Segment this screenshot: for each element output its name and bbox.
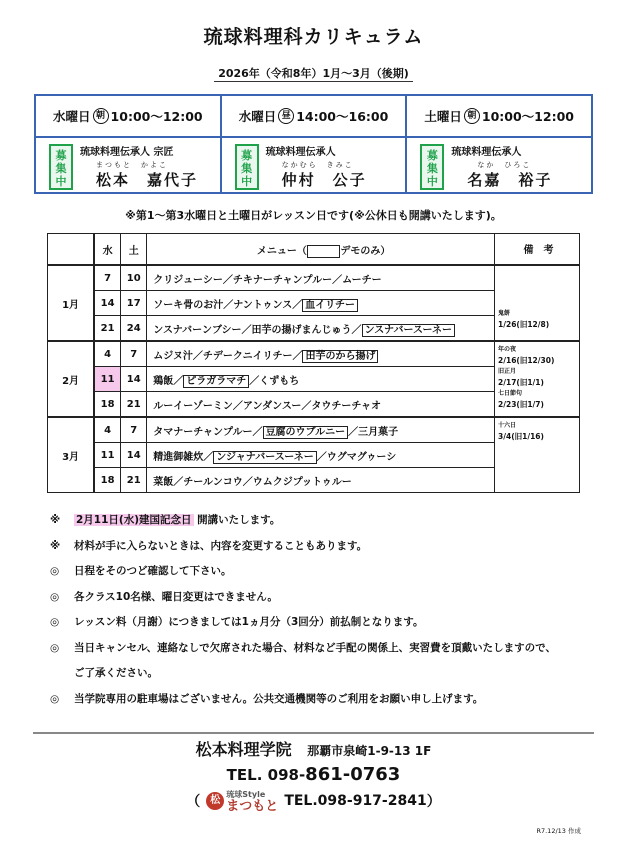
creation-date: R7.12/13 作成 — [536, 827, 581, 835]
secondary-contact: （ 松 琉球Style まつもと TEL.098-917-2841 ） — [186, 790, 441, 814]
month-cell: 3月 — [48, 417, 95, 493]
school-name: 松本料理学院 — [195, 740, 292, 759]
footer — [0, 737, 627, 813]
period-mark: 昼 — [278, 108, 294, 124]
matsumoto-logo: 松 琉球Style まつもと — [206, 789, 278, 813]
term-subtitle: 2026年（令和8年）1月～3月（後期) — [0, 65, 627, 81]
footer-divider — [33, 732, 594, 734]
main-phone: TEL. 098-861-0763 — [226, 764, 401, 785]
class-card — [405, 96, 591, 192]
note-item: ※ 材料が手に入らないときは、内容を変更することもあります。 — [50, 539, 368, 552]
notes-cell: 十六日 3/4(旧1/16) — [495, 417, 580, 493]
instructor-role: 琉球料理伝承人 — [265, 147, 336, 158]
class-card — [220, 96, 406, 192]
recruiting-badge: 募 集 中 — [420, 144, 444, 190]
month-cell: 1月 — [48, 265, 95, 341]
class-panel — [34, 94, 593, 194]
instructor-role: 琉球料理伝承人 — [451, 147, 522, 158]
table-row: 18 21 ルーイーゾーミン／アンダンスー／タウチーチャオ — [48, 392, 580, 418]
table-row: 1月 7 10 クリジューシー／チキナーチャンプルー／ムーチー 鬼餅 1/26(旧12/8) — [48, 265, 580, 291]
period-mark: 朝 — [464, 108, 480, 124]
note-item: ◎ 当日キャンセル、連絡なしで欠席された場合、材料など手配の関係上、実習費を頂戴いたしますので、 — [50, 641, 556, 654]
note-item: ◎ 日程をそのつど確認して下さい。 — [50, 565, 232, 577]
schedule-table — [47, 233, 580, 493]
table-row: 18 21 菜飯／チールンコウ／ウムクジプットゥルー — [48, 468, 580, 493]
instructor-ruby: なか ひろこ — [477, 161, 532, 169]
recruiting-badge: 募 集 中 — [49, 144, 73, 190]
page-title: 琉球料理科カリキュラム — [203, 26, 424, 48]
table-row: 3月 4 7 タマナーチャンプルー／ 豆腐のウブルニー ／三月菓子 十六日 3/4(旧1/16) — [48, 417, 580, 443]
instructor-ruby: なかむら きみこ — [281, 161, 354, 169]
instructor-ruby: まつもと かよこ — [96, 161, 168, 169]
holiday-date: 11 — [94, 367, 121, 392]
table-row: 14 17 ソーキ骨のお汁／ナントゥンス／ 血イリチー — [48, 291, 580, 316]
recruiting-badge: 募 集 中 — [235, 144, 259, 190]
instructor-name: 仲村 公子 — [281, 171, 367, 189]
instructor-role: 琉球料理伝承人 宗匠 — [80, 147, 174, 158]
period-mark: 朝 — [93, 108, 109, 124]
lesson-day-note: ※第1～第3水曜日と土曜日がレッスン日です(※公休日も開講いたします)。 — [125, 209, 502, 222]
notes-cell: 年の夜 2/16(旧12/30) 旧正月 2/17(旧1/1) 七日節句 2/23(旧1/7) — [495, 341, 580, 417]
class-schedule: 水曜日 昼 14:00～16:00 — [222, 96, 406, 138]
school-address: 那覇市泉崎1-9-13 1F — [307, 744, 432, 758]
holiday-highlight: 2月11日(水)建国記念日 — [76, 514, 192, 526]
note-item: ご了承ください。 — [74, 667, 158, 679]
note-item: ◎ 各クラス10名様、曜日変更はできません。 — [50, 590, 278, 603]
table-header: 水 土 メニュー（ デモのみ） 備 考 — [48, 234, 580, 266]
class-schedule: 土曜日 朝 10:00～12:00 — [407, 96, 591, 138]
month-cell: 2月 — [48, 341, 95, 417]
table-row: 21 24 ンスナバーンブシー／田芋の揚げまんじゅう／ ンスナバースーネー — [48, 316, 580, 342]
table-row: 11 14 鶏飯／ ピラガラマチ ／くずもち — [48, 367, 580, 392]
note-item: ◎ レッスン料（月謝）につきましては1ヵ月分（3回分）前払制となります。 — [50, 616, 424, 628]
instructor-name: 名嘉 裕子 — [467, 171, 553, 189]
class-schedule: 水曜日 朝 10:00～12:00 — [36, 96, 220, 138]
note-item: ◎ 当学院専用の駐車場はございません。公共交通機関等のご利用をお願い申し上げます。 — [50, 692, 484, 705]
notes-cell: 鬼餅 1/26(旧12/8) — [495, 265, 580, 341]
instructor-name: 松本 嘉代子 — [96, 171, 199, 189]
note-item: ※ 2月11日(水)建国記念日 開講いたします。 — [50, 514, 281, 526]
secondary-phone: TEL.098-917-2841 — [284, 793, 427, 809]
table-row: 11 14 精進御雑炊／ ンジャナバースーネー ／ウグマグゥーシ — [48, 443, 580, 468]
logo-mark-icon: 松 — [206, 792, 224, 810]
class-card — [36, 96, 220, 192]
table-row: 2月 4 7 ムジヌ汁／チデークニイリチー／ 田芋のから揚げ 年の夜 2/16(旧12/30) 旧正月 2/17(旧1/1) 七日節句 2/23(旧1/7) — [48, 341, 580, 367]
notes-list — [50, 508, 556, 712]
